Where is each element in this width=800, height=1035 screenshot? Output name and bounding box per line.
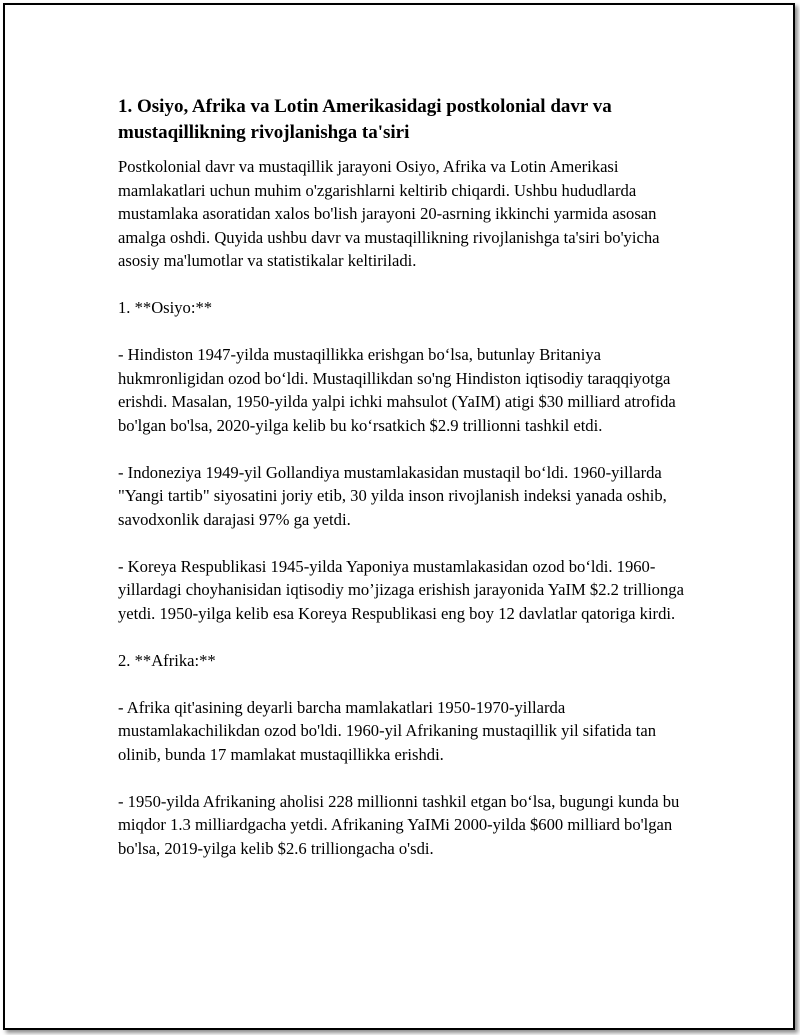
list-item-india: - Hindiston 1947-yilda mustaqillikka erishgan bo‘lsa, butunlay Britaniya hukmronligidan ozod bo‘ldi. Mustaqillikdan so'ng Hindiston iqtisodiy taraqqiyotga erishdi. Masalan, 1950-yilda yalpi ichki mahsulot (YaIM) atigi $30 milliard atrofida bo'lgan bo'lsa, 2020-yilga kelib bu ko‘rsatkich $2.9 trillionni tashkil etdi.	[118, 345, 676, 435]
document-body	[118, 94, 698, 860]
spacer	[118, 531, 698, 555]
list-item-indonesia: - Indoneziya 1949-yil Gollandiya mustamlakasidan mustaqil bo‘ldi. 1960-yillarda "Yangi tartib" siyosatini joriy etib, 30 yilda inson rivojlanish indeksi yanada oshib, savodxonlik darajasi 97% ga yetdi.	[118, 462, 667, 529]
section-heading-asia: 1. **Osiyo:**	[118, 298, 213, 317]
spacer	[118, 437, 698, 461]
list-item-africa-independence: - Afrika qit'asining deyarli barcha mamlakatlari 1950-1970-yillarda mustamlakachilikdan ozod bo'ldi. 1960-yil Afrikaning mustaqillik yil sifatida tan olinib, bunda 17 mamlakat mustaqillikka erishdi.	[118, 697, 657, 764]
page-title: 1. Osiyo, Afrika va Lotin Amerikasidagi postkolonial davr va mustaqillikning rivojlanishga ta'siri	[118, 96, 612, 143]
spacer	[118, 320, 698, 344]
spacer	[118, 273, 698, 297]
intro-paragraph: Postkolonial davr va mustaqillik jarayoni Osiyo, Afrika va Lotin Amerikasi mamlakatlari uchun muhim o'zgarishlarni keltirib chiqardi. Ushbu hududlarda mustamlaka asoratidan xalos bo'lish jarayoni 20-asrning ikkinchi yarmida asosan amalga oshdi. Quyida ushbu davr va mustaqillikning rivojlanishga ta'siri bo'yicha asosiy ma'lumotlar va statistikalar keltiriladi.	[118, 157, 660, 270]
spacer	[118, 672, 698, 696]
spacer	[118, 766, 698, 790]
list-item-africa-population: - 1950-yilda Afrikaning aholisi 228 millionni tashkil etgan bo‘lsa, bugungi kunda bu miqdor 1.3 milliardgacha yetdi. Afrikaning YaIMi 2000-yilda $600 milliard bo'lgan bo'lsa, 2019-yilga kelib $2.6 trilliongacha o'sdi.	[118, 791, 680, 858]
section-heading-africa: 2. **Afrika:**	[118, 650, 216, 670]
spacer	[118, 625, 698, 649]
list-item-korea: - Koreya Respublikasi 1945-yilda Yaponiya mustamlakasidan ozod bo‘ldi. 1960-yillardagi choyhanisidan iqtisodiy mo’jizaga erishish jarayonida YaIM $2.2 trillionga yetdi. 1950-yilga kelib esa Koreya Respublikasi eng boy 12 davlatlar qatoriga kirdi.	[118, 556, 684, 623]
